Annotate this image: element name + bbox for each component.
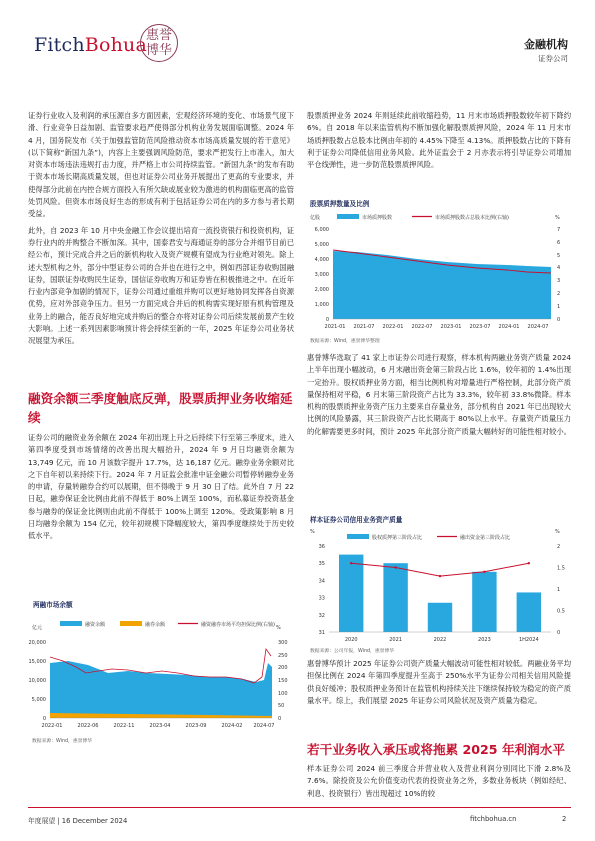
tick-label: 31 [318, 630, 325, 636]
legend-label: 融资余额 [85, 622, 106, 628]
tick-label: 0 [557, 317, 561, 323]
chart-source: 数据来源：Wind，惠誉博华 [32, 739, 93, 744]
y2-unit: % [555, 529, 560, 535]
tick-label: 3 [557, 278, 561, 284]
tick-label: 33 [318, 595, 325, 602]
tick-label: 5,000 [31, 697, 46, 703]
legend-swatch [337, 214, 359, 219]
y-unit: % [310, 529, 315, 535]
y2-unit: % [276, 625, 281, 631]
legend-label: 融资融券市场平均担保比例(右轴) [201, 622, 275, 628]
paragraph: 惠誉博华选取了 41 家上市证券公司进行观察，样本机构两融业务资产质量 2024 上半年出现小幅波动，6 月末融出资金第三阶段占比 1.6%，较年初的 1.4%出现一定抬升。股权质押业务方面，相当比例机构对增量进行严格控制，此部分资产质量保持相对平稳，6 月末第三阶段资产占比为 33.3%，较年初 33.8%微降。样本机构的股票质押业务资产压力主要来自存量业务，部分机构自 2021 年已出现较大比例的风险暴露，其三阶段资产占比长期高于 80%以上水平。存量资产质量压力的化解需要更多时间，预计 2025 年此部分资产质量大幅转好的可能性相对较小。 [307, 353, 572, 436]
tick-label: 2022-06 [77, 723, 99, 729]
tick-label: 2 [557, 544, 561, 550]
tick-label: 1 [557, 587, 561, 593]
paragraph: 股票质押业务 2024 年则延续此前收缩趋势，11 月末市场质押股数较年初下降约 6%。自 2018 年以来监管机构不断加强化解股票质押风险，2024 年 11 月末市场质押股数占总股本比例由年初的 4.45%下降至 4.13%。质押股数占比的下降有利于证券公司降低信用业务风险。此外证监会于 2 月亦表示将引导证券公司增加平仓线弹性，进一步防范股票质押风险。 [307, 111, 571, 170]
tick-label: 100 [278, 691, 288, 697]
footer-date: 年度展望 | 16 December 2024 [28, 817, 128, 825]
tick-label: 2022 [433, 637, 447, 643]
tick-label: 200 [278, 665, 288, 671]
right-column-2 [307, 352, 571, 442]
page-number: 2 [562, 815, 567, 823]
tick-label: 1,000 [314, 302, 329, 308]
tick-label: 1.5 [557, 565, 565, 572]
tick-label: 0 [42, 716, 46, 722]
tick-label: 2024-02 [221, 723, 243, 729]
tick-label: 2 [557, 291, 561, 297]
pledged-shares-area [333, 251, 551, 319]
tick-label: 10,000 [28, 678, 46, 684]
legend-label: 融券余额 [145, 622, 166, 628]
tick-label: 0.5 [557, 608, 565, 615]
tick-label: 2021-07 [353, 324, 375, 330]
tick-label: 2021-01 [324, 324, 346, 330]
tick-label: 2024-07 [527, 324, 549, 330]
bar [383, 563, 407, 632]
tick-label: 2023-04 [149, 723, 171, 729]
fitchbohua-logo: FitchBohua [34, 34, 147, 56]
chart-source: 数据来源：Wind，惠誉博华整理 [310, 339, 380, 344]
tick-label: 2024-01 [498, 324, 520, 330]
bar [472, 572, 496, 632]
chart-title: 两融市场余额 [33, 601, 73, 609]
right-column [307, 110, 571, 175]
data-point [439, 575, 441, 577]
header-subtitle: 证券公司 [538, 54, 568, 63]
tick-label: 0 [325, 317, 329, 323]
chart-source: 数据来源：公司年报，Wind，惠誉博华 [310, 649, 395, 654]
data-point [350, 562, 352, 564]
left-column [28, 110, 294, 352]
tick-label: 300 [278, 640, 288, 646]
legend-label: 市场质押股数 [362, 215, 393, 221]
financing-balance-area [50, 661, 272, 718]
paragraph: 样本证券公司 2024 前三季度合并营业收入及营业利润分别同比下滑 2.8%及 7.6%。除投资及公允价值变动代表的投资业务之外，多数业务板块（例如经纪、利息、投资银行）皆出现超过 10%的较 [307, 764, 571, 798]
tick-label: 2024-07 [253, 723, 275, 729]
bar [428, 603, 452, 632]
margin-chart-svg [28, 607, 294, 757]
paragraph: 惠誉博华预计 2025 年证券公司资产质量大幅波动可能性相对较低。两融业务平均担保比例在 2024 年第四季度提升至高于 250%水平为证券公司相关信用风险提供良好缓冲；股权质押业务预计在监管机构持续关注下继续保持较为稳定的资产质量水平。综上，我们展望 2025 年证券公司风险状况及资产质量为稳定。 [307, 659, 572, 705]
tick-label: 2023 [478, 637, 491, 643]
tick-label: 2021 [389, 637, 402, 643]
legend-swatch [347, 534, 369, 539]
data-point [394, 566, 396, 568]
tick-label: 250 [278, 653, 288, 659]
legend-label: 股权质押第三阶段占比 [372, 535, 423, 541]
right-column-3 [307, 658, 571, 711]
tick-label: 2023-01 [440, 324, 462, 330]
fitchbohua-seal: 惠誉 博华 [140, 24, 178, 62]
header-title: 金融机构 [524, 38, 568, 51]
tick-label: 2022-01 [41, 723, 63, 729]
section-title: 融资余额三季度触底反弹，股票质押业务收缩延续 [28, 391, 293, 425]
tick-label: 2023-09 [185, 723, 207, 729]
left-column-2 [28, 432, 294, 547]
tick-label: 20,000 [28, 640, 46, 646]
tick-label: 1 [557, 304, 561, 310]
tick-label: 4 [557, 265, 561, 271]
margin-balance-chart [28, 595, 294, 755]
legend-label: 融出资金第三阶段占比 [460, 535, 511, 541]
y-unit: 亿股 [310, 215, 321, 221]
tick-label: 7 [557, 227, 561, 233]
tick-label: 50 [278, 703, 285, 709]
tick-label: 34 [318, 578, 325, 585]
y2-unit: % [555, 215, 560, 221]
tick-label: 2,000 [314, 287, 329, 293]
tick-label: 6,000 [314, 227, 329, 233]
series-line [351, 563, 529, 576]
tick-label: 2022-01 [382, 324, 404, 330]
paragraph: 证券行业收入及利润的承压源自多方面因素，宏观经济环境的变化、市场景气度下滑、行业竞争日益加剧、监管要求趋严使得部分机构业务发展面临调整。2024 年 4 月，国务院发布《关于加强监管防范风险推动资本市场高质量发展的若干意见》(以下简称“新国九条”)，内容上主要强调风险防范，要求严把发行上市准入，加大对资本市场违法违规打击力度，并严格上市公司持续监管。“新国九条”的发布有助于资本市场长期高质量发展，但也对证券公司业务开展提出了更高的专业要求，并使得部分此前在内控合规方面投入有所欠缺或展业较为激进的机构面临更高的监管处罚风险。但资本市场良好生态的形成有利于包括证券公司在内的多方参与者长期受益。 [28, 111, 294, 219]
pledge-chart-svg [307, 205, 571, 345]
tick-label: 0 [557, 630, 561, 636]
legend-swatch [120, 621, 142, 626]
legend-label: 市场质押股数占总股本比例(右轴) [435, 215, 509, 221]
tick-label: 5,000 [314, 242, 329, 248]
tick-label: 35 [318, 561, 325, 568]
tick-label: 150 [278, 678, 288, 684]
tick-label: 1H2024 [518, 637, 539, 643]
data-point [528, 562, 530, 564]
footer-rule [28, 807, 571, 808]
credit-chart-svg [307, 522, 571, 657]
chart-title: 样本证券公司信用业务资产质量 [310, 516, 403, 524]
tick-label: 36 [318, 544, 325, 550]
right-column-4 [307, 763, 571, 804]
chart-title: 股票质押数量及比例 [310, 200, 370, 208]
tick-label: 2023-07 [469, 324, 491, 330]
tick-label: 4,000 [314, 257, 329, 263]
bar [517, 592, 541, 632]
tick-label: 6 [557, 240, 561, 246]
y-unit: 亿元 [32, 625, 43, 631]
tick-label: 0 [278, 716, 282, 722]
tick-label: 2022-11 [113, 723, 135, 729]
credit-quality-chart [307, 510, 571, 655]
bar [339, 555, 363, 632]
footer-site[interactable]: fitchbohua.cn [470, 815, 517, 823]
paragraph: 证券公司的融资业务余额在 2024 年初出现上升之后持续下行至第三季度末，进入第四季度受到市场情绪的改善出现大幅抬升，2024 年 9 月日均融资余额为 13,749 亿元，而 10 月该数字提升 17.7%，达 16,187 亿元。融券业务余额对比之下自年初以来持续下行。2024 年 7 月证监会批准中证金融公司暂停转融券业务的申请，存量转融券合约可以展期，但不得晚于 9 月 30 日了结。此外自 7 月 22 日起，融券保证金比例由此前不得低于 80%上调至 100%，而私募证券投资基金参与融券的保证金比例则由此前不得低于 100%上调至 120%。受政策影响 8 月日均融券余额为 154 亿元，较年初规模下降幅度较大，第四季度继续处于历史较低水平。 [28, 433, 294, 541]
tick-label: 15,000 [28, 659, 46, 665]
tick-label: 3,000 [314, 272, 329, 278]
stock-pledge-chart [307, 195, 571, 345]
section-title: 若干业务收入承压或将拖累 2025 年利润水平 [307, 742, 565, 757]
tick-label: 2020 [344, 637, 358, 643]
paragraph: 此外，自 2023 年 10 月中央金融工作会议提出培育一流投资银行和投资机构，证券行业内的并购整合不断加深。其中，国泰君安与海通证券的部分合并细节目前已经公布，预计完成合并之后的新机构收入及资产规模有望成为行业绝对领先。除上述大型机构之外，部分中型证券公司的合并也在进行之中，例如西部证券收购国融证券，国联证券收购民生证券，国信证券收购万和证券皆在积极推进之中。在近年行业内部竞争加剧的情况下，证券公司通过重组并购可以更好地协同发挥各自资源优势，应对外部竞争压力。但另一方面完成合并后的机构需实现好原有机构管理及业务上的融合，能否良好地完成并购后的整合亦将对证券公司后续发展前景产生较大影响。上述一系列因素影响预计将会持续至新的一年，2025 年证券公司业务状况展望为承压。 [28, 225, 294, 346]
tick-label: 32 [318, 612, 325, 619]
legend-swatch [60, 621, 82, 626]
tick-label: 5 [557, 253, 561, 259]
tick-label: 2022-07 [411, 324, 433, 330]
data-point [483, 571, 485, 573]
